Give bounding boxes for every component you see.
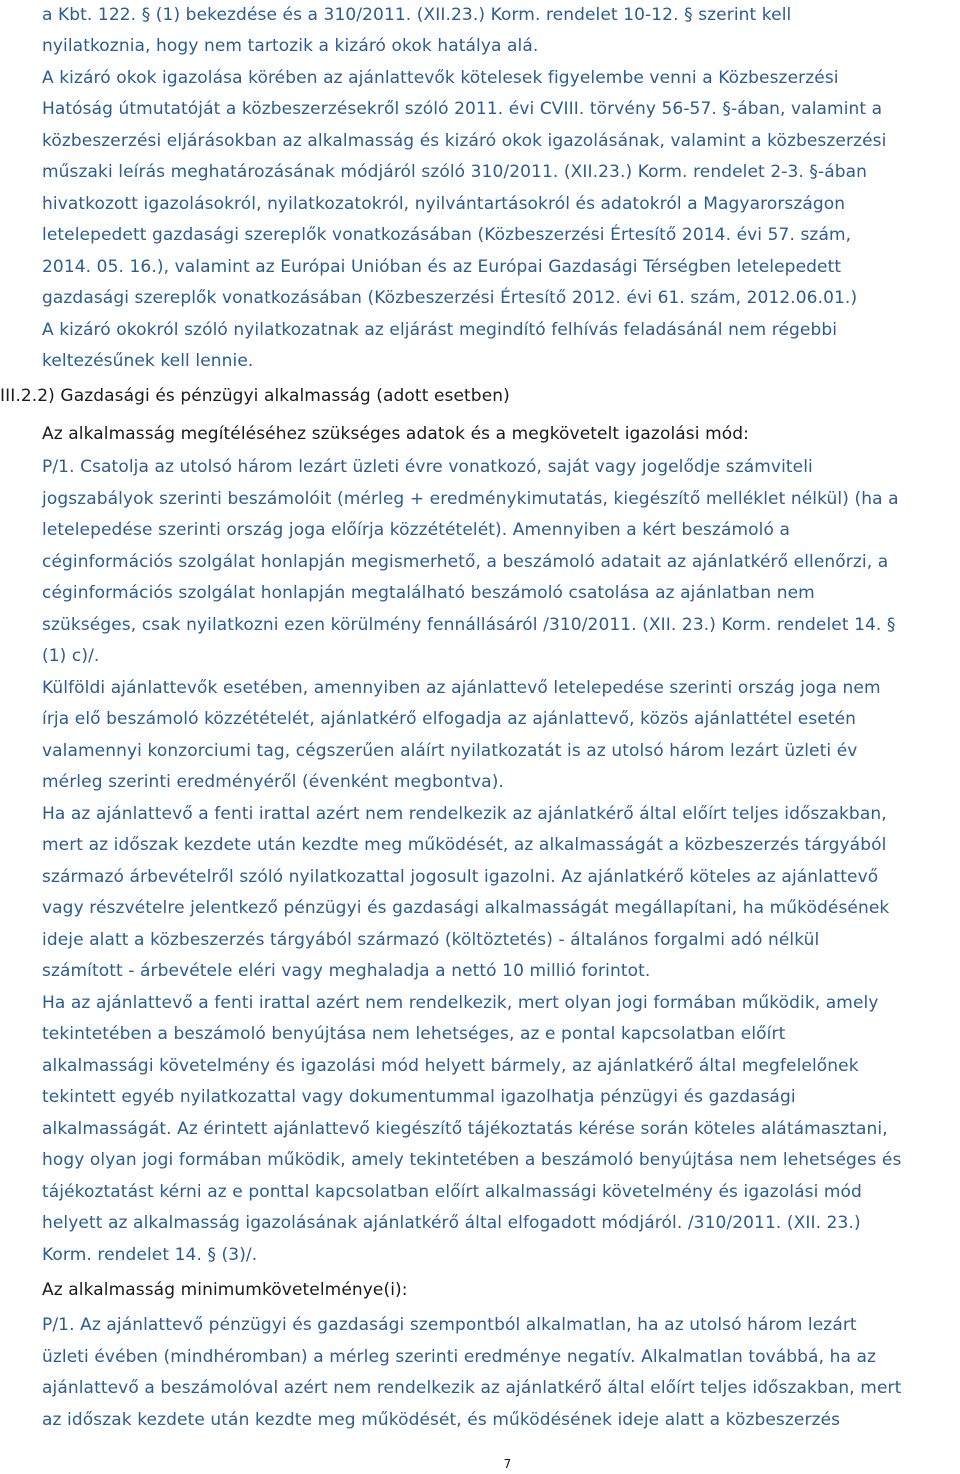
p1-line: Korm. rendelet 14. § (3)/. (42, 1245, 258, 1265)
p1-line: céginformációs szolgálat honlapján megismerhető, a beszámoló adatait az ajánlatkérő ellenőrzi, a (42, 552, 889, 572)
p1-line: alkalmassági követelmény és igazolási mód helyett bármely, az ajánlatkérő által megfelelőnek (42, 1056, 859, 1076)
p1-line: származó árbevételről szóló nyilatkozattal jogosult igazolni. Az ajánlatkérő köteles az ajánlattevő (42, 867, 879, 887)
min-line: P/1. Az ajánlattevő pénzügyi és gazdasági szempontból alkalmatlan, ha az utolsó három lezárt (42, 1315, 857, 1335)
minimum-heading: Az alkalmasság minimumkövetelménye(i): (42, 1280, 408, 1300)
intro-line: Hatóság útmutatóját a közbeszerzésekről szóló 2011. évi CVIII. törvény 56-57. §-ában, valamint a (42, 99, 883, 119)
p1-line: ideje alatt a közbeszerzés tárgyából származó (költöztetés) - általános forgalmi adó nélkül (42, 930, 820, 950)
p1-line: alkalmasságát. Az érintett ajánlattevő kiegészítő tájékoztatás kérése során köteles alátámasztani, (42, 1119, 888, 1139)
p1-line: tájékoztatást kérni az e ponttal kapcsolatban előírt alkalmassági követelmény és igazolási mód (42, 1182, 862, 1202)
intro-line: közbeszerzési eljárásokban az alkalmasság és kizáró okok igazolásának, valamint a közbeszerzési (42, 131, 887, 151)
min-line: az időszak kezdete után kezdte meg működését, és működésének ideje alatt a közbeszerzés (42, 1410, 841, 1430)
p1-line: mert az időszak kezdete után kezdte meg működését, az alkalmasságát a közbeszerzés tárgyából (42, 835, 887, 855)
p1-line: Ha az ajánlattevő a fenti irattal azért nem rendelkezik az ajánlatkérő által előírt teljes időszakban, (42, 804, 887, 824)
p1-line: mérleg szerinti eredményéről (évenként megbontva). (42, 772, 504, 792)
p1-line: számított - árbevétele eléri vagy meghaladja a nettó 10 millió forintot. (42, 961, 651, 981)
intro-line: műszaki leírás meghatározásának módjáról szóló 310/2011. (XII.23.) Korm. rendelet 2-3. §-ában (42, 162, 868, 182)
p1-line: letelepedése szerinti ország joga előírja közzétételét). Amennyiben a kért beszámoló a (42, 520, 791, 540)
intro-line: nyilatkoznia, hogy nem tartozik a kizáró okok hatálya alá. (42, 36, 539, 56)
p1-line: Ha az ajánlattevő a fenti irattal azért nem rendelkezik, mert olyan jogi formában működik, amely (42, 993, 879, 1013)
p1-line: céginformációs szolgálat honlapján megtalálható beszámoló csatolása az ajánlatban nem (42, 583, 815, 603)
intro-line: 2014. 05. 16.), valamint az Európai Unióban és az Európai Gazdasági Térségben letelepedett (42, 257, 842, 277)
intro-line: A kizáró okokról szóló nyilatkozatnak az eljárást megindító felhívás feladásánál nem régebbi (42, 320, 838, 340)
p1-line: tekintetében a beszámoló benyújtása nem lehetséges, az e pontal kapcsolatban előírt (42, 1024, 786, 1044)
p1-line: írja elő beszámoló közzétételét, ajánlatkérő elfogadja az ajánlattevő, közös ajánlattétel esetén (42, 709, 857, 729)
p1-line: helyett az alkalmasság igazolásának ajánlatkérő által elfogadott módjáról. /310/2011. (XII. 23.) (42, 1213, 861, 1233)
p1-line: (1) c)/. (42, 646, 100, 666)
p1-line: szükséges, csak nyilatkozni ezen körülmény fennállásáról /310/2011. (XII. 23.) Korm. rendelet 14. § (42, 615, 896, 635)
intro-line: hivatkozott igazolásokról, nyilatkozatokról, nyilvántartásokról és adatokról a Magyarországon (42, 194, 846, 214)
p1-line: hogy olyan jogi formában működik, amely tekintetében a beszámoló benyújtása nem lehetséges és (42, 1150, 902, 1170)
p1-line: tekintett egyéb nyilatkozattal vagy dokumentummal igazolhatja pénzügyi és gazdasági (42, 1087, 796, 1107)
page-number: 7 (503, 1457, 512, 1471)
section-heading: III.2.2) Gazdasági és pénzügyi alkalmasság (adott esetben) (0, 386, 510, 406)
p1-line: P/1. Csatolja az utolsó három lezárt üzleti évre vonatkozó, saját vagy jogelődje számviteli (42, 457, 813, 477)
intro-line: keltezésűnek kell lennie. (42, 351, 254, 371)
intro-line: letelepedett gazdasági szereplők vonatkozásában (Közbeszerzési Értesítő 2014. évi 57. szám, (42, 225, 852, 245)
min-line: ajánlattevő a beszámolóval azért nem rendelkezik az ajánlatkérő által előírt teljes időszakban, mert (42, 1378, 902, 1398)
p1-line: vagy részvételre jelentkező pénzügyi és gazdasági alkalmasságát megállapítani, ha működésének (42, 898, 890, 918)
min-line: üzleti évében (mindhéromban) a mérleg szerinti eredménye negatív. Alkalmatlan továbbá, ha az (42, 1347, 877, 1367)
p1-line: valamennyi konzorciumi tag, cégszerűen aláírt nyilatkozatát is az utolsó három lezárt üzleti év (42, 741, 858, 761)
requirements-heading: Az alkalmasság megítéléséhez szükséges adatok és a megkövetelt igazolási mód: (42, 424, 749, 444)
p1-line: jogszabályok szerinti beszámolóit (mérleg + eredménykimutatás, kiegészítő melléklet nélkül) (ha a (42, 489, 899, 509)
p1-line: Külföldi ajánlattevők esetében, amennyiben az ajánlattevő letelepedése szerinti ország joga nem (42, 678, 881, 698)
intro-line: A kizáró okok igazolása körében az ajánlattevők kötelesek figyelembe venni a Közbeszerzési (42, 68, 839, 88)
intro-line: gazdasági szereplők vonatkozásában (Közbeszerzési Értesítő 2012. évi 61. szám, 2012.06.01.) (42, 288, 858, 308)
intro-line: a Kbt. 122. § (1) bekezdése és a 310/2011. (XII.23.) Korm. rendelet 10-12. § szerint kell (42, 5, 792, 25)
